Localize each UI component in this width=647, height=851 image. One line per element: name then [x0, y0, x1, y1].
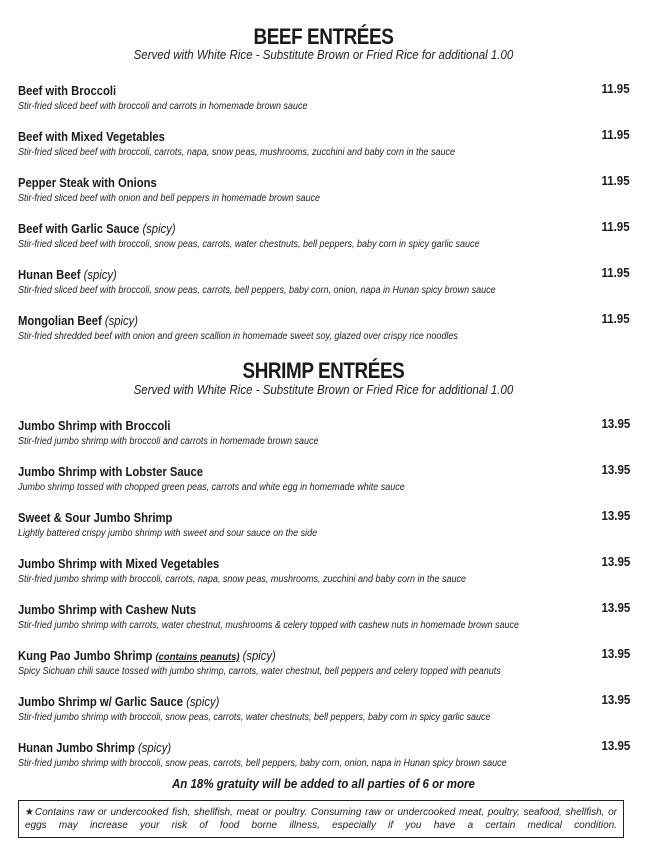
allergen-note: (contains peanuts): [155, 651, 240, 663]
menu-item-title: Mongolian Beef: [18, 314, 102, 328]
menu-item-title: Jumbo Shrimp w/ Garlic Sauce: [18, 695, 184, 709]
menu-item-name: [18, 741, 171, 756]
shrimp-section-subtitle: Served with White Rice - Substitute Brown or Fried Rice for additional 1.00: [133, 383, 514, 397]
menu-item-price: 13.95: [601, 417, 630, 431]
menu-item-title: Kung Pao Jumbo Shrimp: [18, 649, 153, 663]
menu-item-name: [18, 557, 219, 572]
menu-item: [18, 128, 630, 159]
spicy-note: (spicy): [242, 649, 276, 663]
menu-item-name: [18, 176, 157, 191]
menu-item: [18, 220, 630, 251]
menu-item: [18, 647, 630, 678]
menu-item: [18, 82, 630, 113]
menu-item: [18, 174, 630, 205]
menu-item-name: [18, 84, 116, 99]
menu-item-description: Spicy Sichuan chili sauce tossed with jumbo shrimp, carrots, water chestnut, bell peppers and celery topped with peanuts: [18, 666, 501, 677]
menu-item-price: 13.95: [601, 693, 630, 707]
menu-item-title: Beef with Broccoli: [18, 84, 117, 98]
menu-item-title: Pepper Steak with Onions: [18, 176, 157, 190]
menu-item: [18, 266, 630, 297]
menu-item-description: Lightly battered crispy jumbo shrimp with sweet and sour sauce on the side: [18, 528, 318, 539]
menu-item-price: 13.95: [601, 555, 630, 569]
menu-item: [18, 463, 630, 494]
menu-item-price: 13.95: [601, 601, 630, 615]
menu-item: [18, 509, 630, 540]
spicy-note: (spicy): [138, 741, 172, 755]
menu-item-description: Stir-fried jumbo shrimp with broccoli and carrots in homemade brown sauce: [18, 436, 319, 447]
menu-item-price: 13.95: [601, 509, 630, 523]
menu-item: [18, 601, 630, 632]
menu-item-name: [18, 465, 203, 480]
menu-item-price: 11.95: [601, 220, 630, 234]
spicy-note: (spicy): [83, 268, 117, 282]
menu-item-description: Stir-fried sliced beef with broccoli, carrots, napa, snow peas, mushrooms, zucchini and baby corn in the sauce: [18, 147, 456, 158]
menu-item-description: Stir-fried sliced beef with broccoli, snow peas, carrots, bell peppers, baby corn, onion, napa in Hunan spicy brown sauce: [18, 285, 496, 296]
menu-item-title: Sweet & Sour Jumbo Shrimp: [18, 511, 173, 525]
menu-item-description: Stir-fried sliced beef with broccoli and carrots in homemade brown sauce: [18, 101, 308, 112]
menu-item-name: [18, 130, 165, 145]
menu-item: [18, 417, 630, 448]
menu-item-title: Hunan Jumbo Shrimp: [18, 741, 135, 755]
menu-item-name: [18, 314, 138, 329]
spicy-note: (spicy): [186, 695, 220, 709]
menu-item-price: 13.95: [601, 647, 630, 661]
menu-item-description: Stir-fried sliced beef with onion and bell peppers in homemade brown sauce: [18, 193, 321, 204]
shrimp-section-title: SHRIMP ENTRÉES: [242, 358, 405, 383]
menu-item-price: 11.95: [601, 312, 630, 326]
menu-item-description: Stir-fried jumbo shrimp with broccoli, carrots, napa, snow peas, mushrooms, zucchini and baby corn in the sauce: [18, 574, 467, 585]
food-safety-disclaimer: [18, 800, 624, 838]
menu-item-name: [18, 268, 117, 283]
menu-item-name: [18, 649, 276, 665]
spicy-note: (spicy): [104, 314, 139, 328]
menu-item-title: Jumbo Shrimp with Cashew Nuts: [18, 603, 197, 617]
menu-item-title: Hunan Beef: [18, 268, 81, 282]
menu-item-description: Stir-fried jumbo shrimp with broccoli, snow peas, carrots, water chestnuts, bell peppers, baby corn in spicy garlic sauce: [18, 712, 491, 723]
star-icon: ★: [25, 807, 35, 818]
menu-item-price: 13.95: [601, 739, 630, 753]
menu-item-description: Stir-fried jumbo shrimp with carrots, water chestnut, mushrooms & celery topped with cashew nuts in homemade brown sauce: [18, 620, 520, 631]
menu-item-name: [18, 603, 196, 618]
menu-item-description: Stir-fried shredded beef with onion and green scallion in homemade sweet soy, glazed over crispy rice noodles: [18, 331, 458, 342]
gratuity-notice: An 18% gratuity will be added to all parties of 6 or more: [172, 777, 475, 791]
menu-item: [18, 693, 630, 724]
menu-item: [18, 555, 630, 586]
menu-item-name: [18, 511, 172, 526]
menu-item-title: Beef with Mixed Vegetables: [18, 130, 165, 144]
beef-section-title: BEEF ENTRÉES: [253, 24, 394, 49]
menu-item-price: 11.95: [601, 266, 630, 280]
menu-item-description: Stir-fried sliced beef with broccoli, snow peas, carrots, water chestnuts, bell peppers, baby corn in spicy garlic sauce: [18, 239, 480, 250]
menu-item-price: 11.95: [601, 128, 630, 142]
menu-item-description: Jumbo shrimp tossed with chopped green peas, carrots and white egg in homemade white sauce: [18, 482, 405, 493]
menu-item-price: 11.95: [601, 174, 630, 188]
menu-item-price: 13.95: [601, 463, 630, 477]
menu-item: [18, 312, 630, 343]
menu-item-title: Jumbo Shrimp with Mixed Vegetables: [18, 557, 220, 571]
menu-item-name: [18, 222, 176, 237]
menu-item-price: 11.95: [601, 82, 630, 96]
menu-item-description: Stir-fried jumbo shrimp with broccoli, snow peas, carrots, bell peppers, baby corn, onion, napa in Hunan spicy brown sauce: [18, 758, 507, 769]
disclaimer-text: Contains raw or undercooked fish, shellfish, meat or poultry. Consuming raw or undercooked meat, poultry, seafood, shellfish, or eggs may increase your risk of food borne illness, especially if you have a certain medical condition.: [25, 807, 618, 831]
spicy-note: (spicy): [142, 222, 176, 236]
menu-item-title: Jumbo Shrimp with Lobster Sauce: [18, 465, 204, 479]
menu-item-name: [18, 419, 171, 434]
menu-item: [18, 739, 630, 770]
menu-item-title: Beef with Garlic Sauce: [18, 222, 140, 236]
menu-item-name: [18, 695, 219, 710]
menu-item-title: Jumbo Shrimp with Broccoli: [18, 419, 171, 433]
beef-section-subtitle: Served with White Rice - Substitute Brown or Fried Rice for additional 1.00: [133, 48, 514, 62]
